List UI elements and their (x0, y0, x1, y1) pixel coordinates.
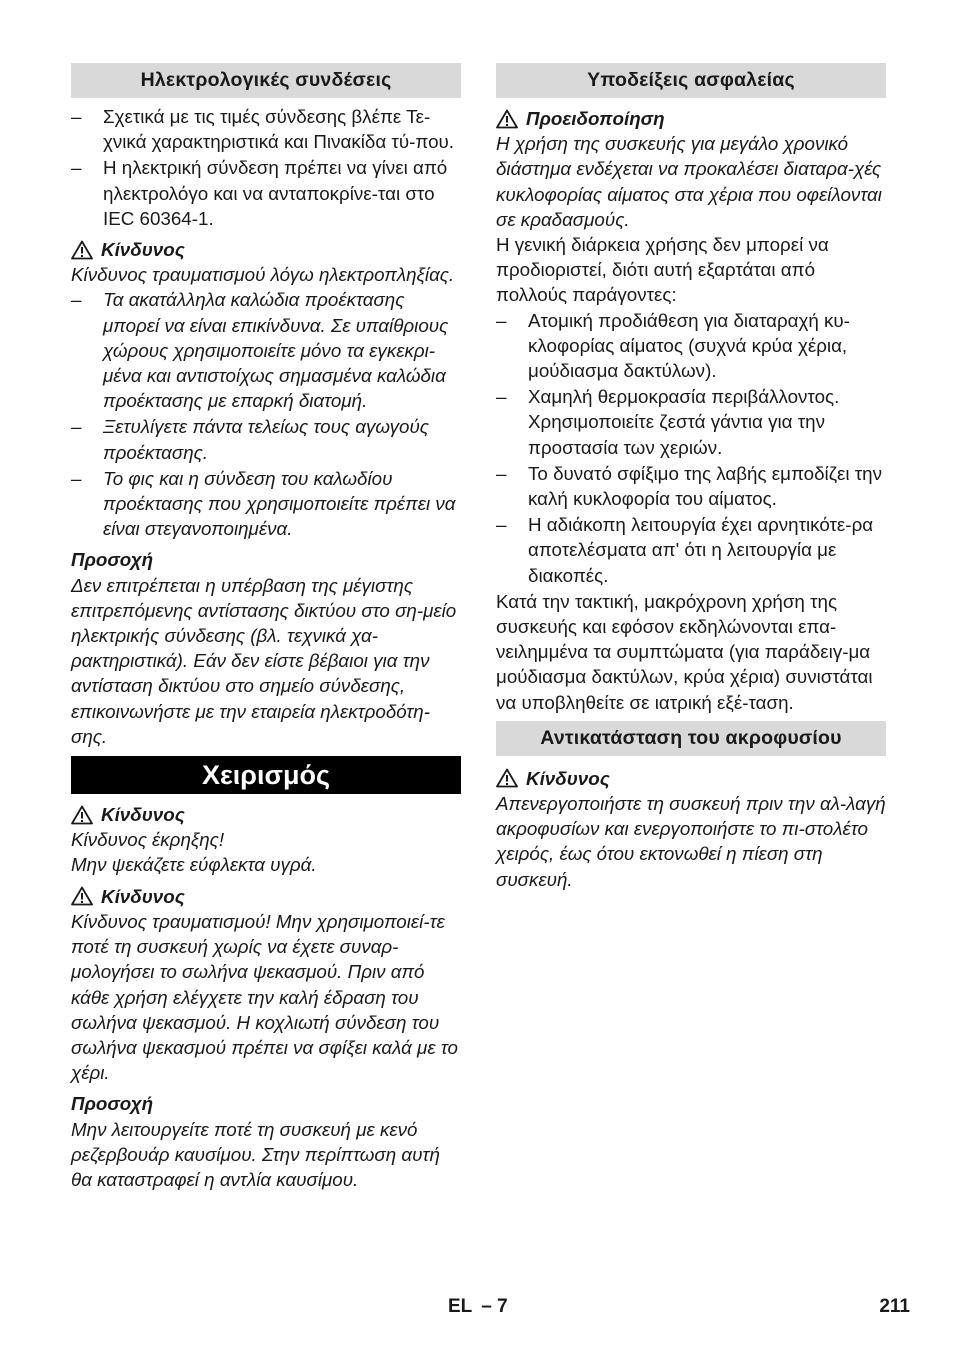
list-item: – Ξετυλίγετε πάντα τελείως τους αγωγούς προέκτασης. (71, 416, 429, 463)
warning-triangle-icon (71, 805, 93, 825)
factors-list (496, 308, 886, 588)
page-number: 211 (879, 1296, 910, 1317)
warning-text: Η χρήση της συσκευής για μεγάλο χρονικό διάστημα ενδέχεται να προκαλέσει διαταρα-χές κυκλοφορίας αίματος στα χέρια που οφείλονται σε κραδασμούς. (496, 133, 882, 230)
warning-triangle-icon (71, 886, 93, 906)
list-item: – Η αδιάκοπη λειτουργία έχει αρνητικότε-ρα αποτελέσματα απ' ότι η λειτουργία με διακοπές. (496, 514, 874, 586)
danger-heading: Κίνδυνος (71, 237, 461, 262)
list-item: – Χαμηλή θερμοκρασία περιβάλλοντος. Χρησιμοποιείτε ζεστά γάντια για την προστασία των χεριών. (496, 386, 840, 458)
section-heading-operation: Χειρισμός (71, 756, 461, 794)
list-item: – Ατομική προδιάθεση για διαταραχή κυ-κλοφορίας αίματος (συχνά κρύα χέρια, μούδιασμα δακτύλων). (496, 309, 850, 382)
caution-text: Μην λειτουργείτε ποτέ τη συσκευή με κενό ρεζερβουάρ καυσίμου. Στην περίπτωση αυτή θα καταστραφεί η αντλία καυσίμου. (71, 1118, 440, 1190)
danger-heading: Κίνδυνος (71, 884, 461, 909)
danger-line: Κίνδυνος έκρηξης! (71, 829, 225, 851)
danger-text: Απενεργοποιήστε τη συσκευή πριν την αλ-λαγή ακροφυσίων και ενεργοποιήστε το πι-στολέτο χειρός, έως ότου εκτονωθεί η πίεση στη συσκευή. (496, 793, 886, 890)
section-heading-electrical: Ηλεκτρολογικές συνδέσεις (71, 63, 461, 98)
footer-language-page (448, 1296, 508, 1318)
electrical-list (71, 104, 461, 231)
caution-text: Δεν επιτρέπεται η υπέρβαση της μέγιστης επιτρεπόμενης αντίστασης δικτύου στο ση-μείο ηλεκτρικής σύνδεσης (βλ. τεχνικά χα-ρακτηριστικά). Εάν δεν είστε βέβαιοι για την αντίσταση δικτύου στο σημείο σύνδεσης, επικοινωνήστε με την εταιρεία ηλεκτροδότη-σης. (71, 574, 457, 747)
outro-text: Κατά την τακτική, μακρόχρονη χρήση της συσκευής και εφόσον εκδηλώνονται επα-νειλημμένα τα συμπτώματα (για παράδειγ-μα μούδιασμα δακτύλων, κρύα χέρια) συνιστάται να υποβληθείτε σε ιατρική εξέ-ταση. (496, 590, 873, 713)
list-item: – Η ηλεκτρική σύνδεση πρέπει να γίνει από ηλεκτρολόγο και να ανταποκρίνε-ται στο IEC 60364-1. (71, 157, 448, 229)
danger-heading: Κίνδυνος (71, 802, 461, 827)
footer-dash-page: – 7 (481, 1296, 508, 1317)
warning-triangle-icon (71, 240, 93, 260)
right-column (496, 63, 886, 892)
danger-text: Κίνδυνος τραυματισμού! Μην χρησιμοποιεί-τε ποτέ τη συσκευή χωρίς να έχετε συναρ-μολογήσει το σωλήνα ψεκασμού. Πριν από κάθε χρήση ελέγχετε την καλή έδραση του σωλήνα ψεκασμού. Η κοχλιωτή σύνδεση του σωλήνα ψεκασμού πρέπει να σφίξει καλά με το χέρι. (71, 910, 459, 1084)
section-heading-nozzle: Αντικατάσταση του ακροφυσίου (496, 721, 886, 756)
section-heading-safety: Υποδείξεις ασφαλείας (496, 63, 886, 98)
list-item: – Το δυνατό σφίξιμο της λαβής εμποδίζει την καλή κυκλοφορία του αίματος. (496, 462, 883, 510)
warning-triangle-icon (496, 768, 518, 788)
list-item: – Το φις και η σύνδεση του καλωδίου προέκτασης που χρησιμοποιείτε πρέπει να είναι στεγανοποιημένα. (71, 467, 456, 540)
warning-triangle-icon (496, 109, 518, 129)
danger-heading: Κίνδυνος (496, 766, 886, 791)
danger-line: Μην ψεκάζετε εύφλεκτα υγρά. (71, 854, 317, 876)
danger-list (71, 287, 461, 541)
footer-lang: EL (448, 1296, 472, 1317)
caution-heading: Προσοχή (71, 1093, 154, 1115)
warning-heading: Προειδοποίηση (496, 106, 886, 131)
intro-text: Η γενική διάρκεια χρήσης δεν μπορεί να προδιοριστεί, διότι αυτή εξαρτάται από πολλούς παράγοντες: (496, 234, 829, 306)
left-column (71, 63, 461, 1192)
list-item: – Σχετικά με τις τιμές σύνδεσης βλέπε Τε-χνικά χαρακτηριστικά και Πινακίδα τύ-που. (71, 106, 455, 153)
caution-heading: Προσοχή (71, 549, 154, 571)
danger-text: Κίνδυνος τραυματισμού λόγω ηλεκτροπληξίας. (71, 264, 455, 286)
list-item: – Τα ακατάλληλα καλώδια προέκτασης μπορεί να είναι επικίνδυνα. Σε υπαίθριους χώρους χρησιμοποιείτε μόνο τα εγκεκρι-μένα και αντιστοίχως σημασμένα καλώδια προέκτασης με επαρκή διατομή. (71, 289, 449, 412)
